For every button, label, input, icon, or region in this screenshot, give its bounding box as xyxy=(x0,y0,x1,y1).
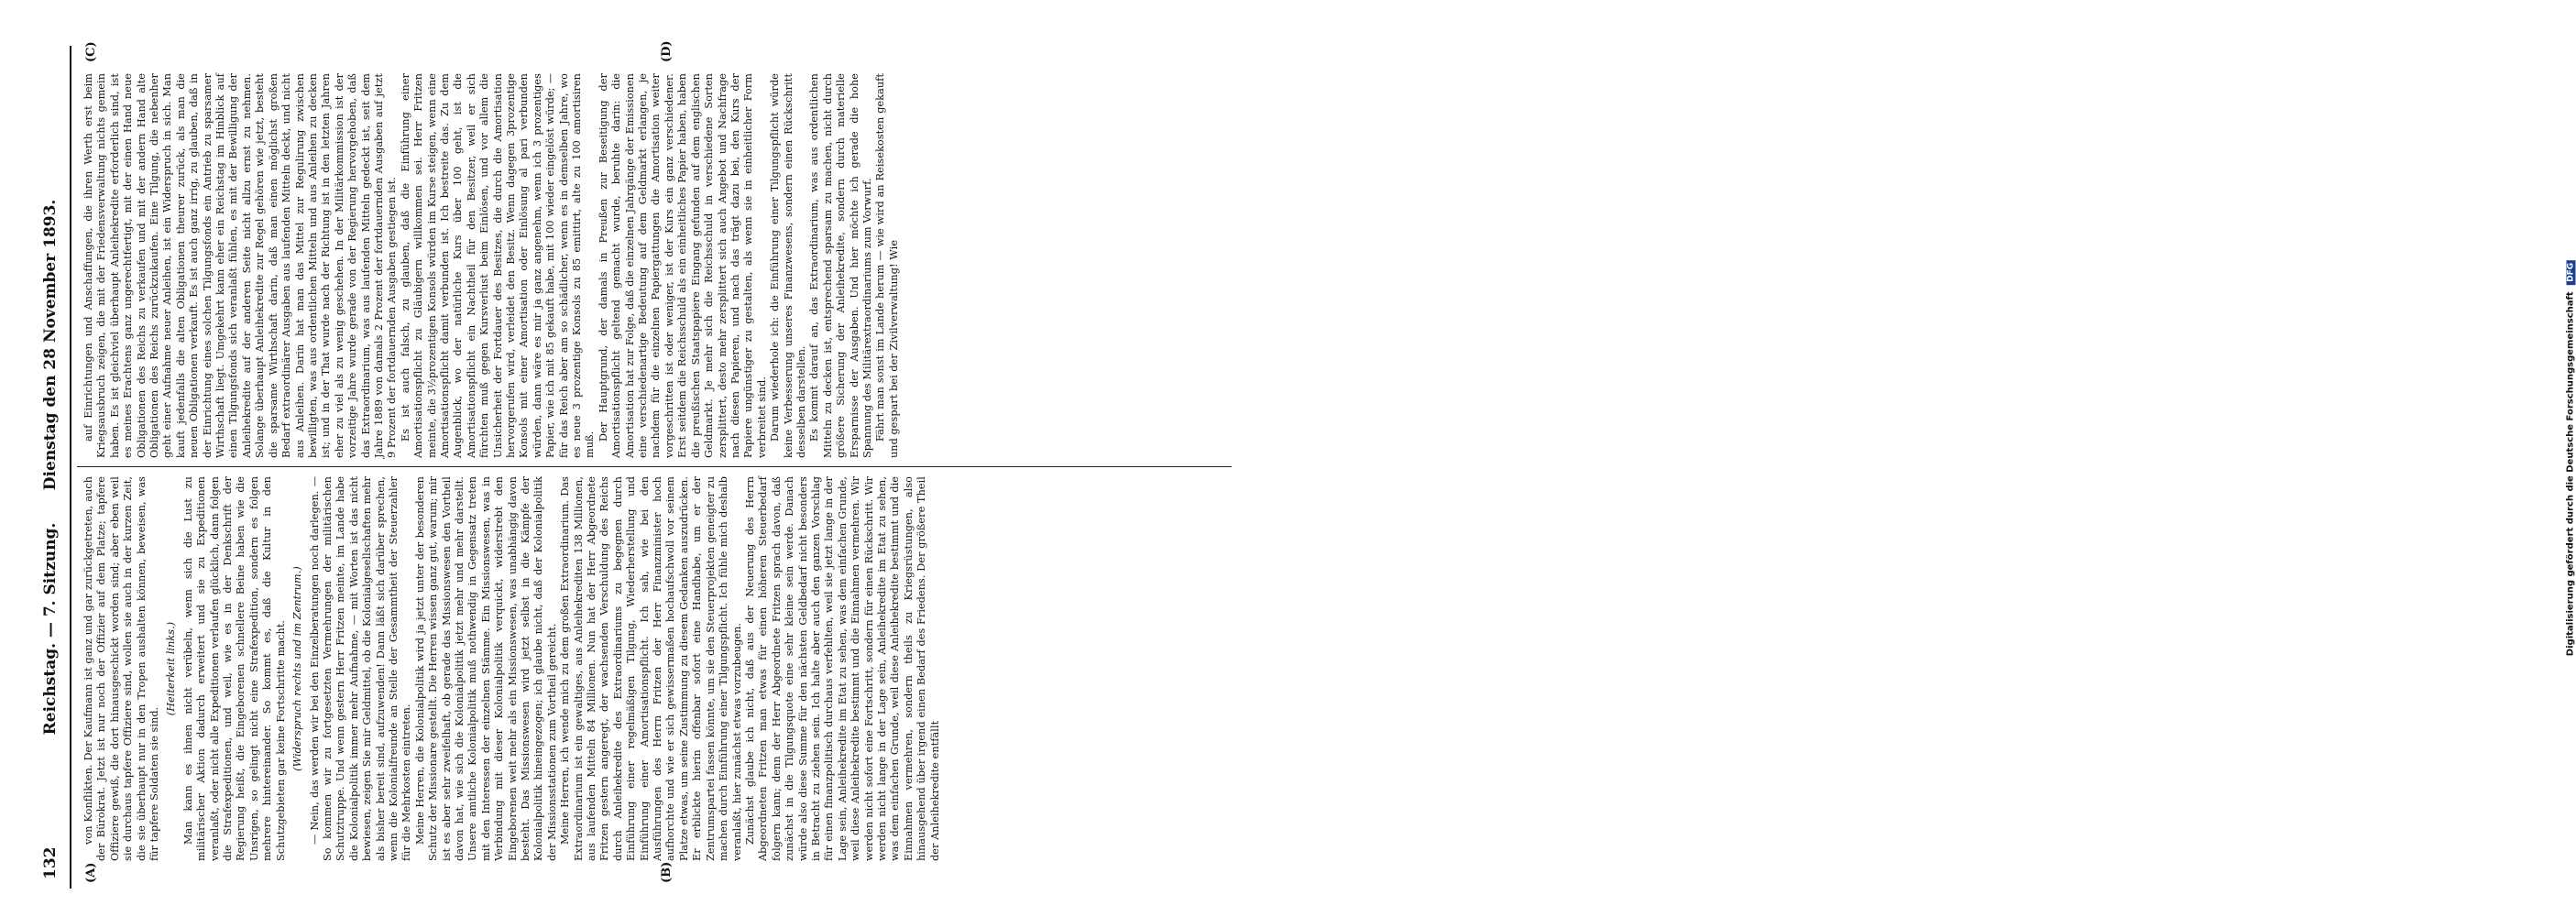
marker-a: (A) xyxy=(84,862,98,883)
paragraph: Meine Herren, ich wende mich zu dem großen Extraordinarium. Das Extraordinarium ist ein gewaltiges, aus Anleihekrediten 138 Millionen, aus laufenden Mitteln 84 Millionen. Nun hat der Herr Abgeordnete Fritzen gestern angeregt, der wachsenden Verschuldung des Reichs durch Anleihekredite des Extraordinariums zu begegnen durch Einführung einer regelmäßigen Tilgung, Wiederherstellung und Einführung einer Amortisationspflicht. Ich sah, wie bei den Ausführungen des Herrn Fritzen der Herr Finanzminister hoch aufhorchte und wie er sich gewissermaßen hochaufschwoll vor seinem Platze etwas, um seine Zustimmung zu diesem Gedanken auszudrücken. Er erblickte hierin offenbar sofort eine Handhabe, um er der Zentrumspartei fassen könnte, um sie den Steuerprojekten geneigter zu machen durch Einführung einer Tilgungspflicht. Ich fühle mich deshalb veranlaßt, hier zunächst etwas vorzubeugen. xyxy=(559,476,743,861)
paragraph: Darum wiederhole ich: die Einführung einer Tilgungspflicht würde keine Verbesserung unseres Finanzwesens, sondern einen Rückschritt desselben darstellen. xyxy=(769,73,807,458)
paragraph: von Konflikten. Der Kaufmann ist ganz und gar zurückgetreten, auch der Bürokrat. Jetzt ist nur noch der Offizier auf dem Platze; tapfere Offiziere gewiß, die dort hinausgeschickt worden sind; aber eben weil sie durchaus tapfere Offiziere sind, wollen sie auch in der kurzen Zeit, die sie überhaupt nur in den Tropen aushalten können, beweisen, was für tapfere Soldaten sie sind. xyxy=(82,476,161,861)
credit-sidebar xyxy=(1269,0,2576,916)
paragraph: Meine Herren, die Kolonialpolitik wird ja jetzt unter der besonderen Schutz der Missionare gestellt. Die Herren wissen ganz gut, warum; mir ist es aber sehr zweifelhaft, ob gerade das Missionswesen den Vortheil davon hat, wie sich die Kolonialpolitik jetzt mehr und mehr darstellt. Unsere amtliche Kolonialpolitik muß nothwendig in Gegensatz treten mit den Interessen der einzelnen Stämme. Ein Missionswesen, was in Verbindung mit dieser Kolonialpolitik verquickt, widerstrebt den Eingeborenen weit mehr als ein Missionswesen, was unabhängig davon besteht. Das Missionswesen wird jetzt selbst in die Kämpfe der Kolonialpolitik hineingezogen; ich glaube nicht, daß der Kolonialpolitik der Missionsstationen zum Vortheil gereicht. xyxy=(413,476,558,861)
dfg-logo: DFG xyxy=(2567,260,2576,285)
header-rule xyxy=(70,46,71,889)
right-column xyxy=(82,73,1219,458)
page-header xyxy=(41,46,69,889)
paragraph: Es ist auch falsch, zu glauben, daß die Einführung einer Amortisationspflicht zu Gläubigern willkommen sei. Herr Fritzen meinte, die 3½prozentigen Konsols würden im Kurse steigen, wenn eine Amortisationspflicht damit verbunden ist. Ich bestreite das. Zu dem Augenblick, wo der natürliche Kurs über 100 geht, ist die Amortisationspflicht ein Nachtheil für den Besitzer, weil er sich fürchten muß gegen Kursverlust beim Einlösen, und vor allem die Unsicherheit der Fortdauer des Besitzes, die durch die Amortisation hervorgerufen wird, verleidet den Besitz. Wenn dagegen 3prozentige Konsols mit einer Amortisation oder Einlösung al pari verbunden würden, dann wäre es mir ja ganz angenehm, wenn ich 3 prozentiges Papier, wie ich mit 85 gekauft habe, mit 100 wieder eingelöst würde; — für das Reich aber am so schädlicher, wenn es in demselben Jahre, wo es neue 3 prozentige Konsols zu 85 emittirt, alte zu 100 amortisiren muß. xyxy=(399,73,597,458)
digitization-credit xyxy=(2566,260,2576,656)
paragraph: Zunächst glaube ich nicht, daß aus der Neuerung des Herrn Abgeordneten Fritzen man etwas für einen höheren Steuerbedarf folgern kann; denn der Herr Abgeordnete Fritzen sprach davon, daß zunächst in die Tilgungsquote eine sehr kleine sein werde. Danach würde also diese Summe für den nächsten Geldbedarf nicht besonders in Betracht zu ziehen sein. Ich halte aber auch den ganzen Vorschlag für einen finanzpolitisch durchaus verfehlten, weil sie jetzt lange in der Lage sein, Anleihekredite im Etat zu sehen, was dem einfachen Grunde, weil diese Anleihekredite bestimmt und die Einnahmen vermehren. Wir werden nicht sofort eine Fortschritt, sondern für einen Rückschritt. Wir werden nicht lange in der Lage sein, Anleihekredite im Etat zu sehen, was dem einfachen Grunde, weil diese Anleihekredite bestimmt und die Einnahmen vermehren, sondern theils zu Kriegsrüstungen, also hinausgehend über irgend einen Bedarf des Friedens. Der größere Theil der Anleihekredite entfällt xyxy=(743,476,941,861)
header-title: Reichstag. — 7. Sitzung. xyxy=(41,522,60,736)
page-number: 132 xyxy=(41,846,60,879)
credit-text: Digitalisierung gefördert durch die Deutsche Forschungsgemeinschaft xyxy=(2565,291,2576,657)
paragraph: — Nein, das werden wir bei den Einzelberatungen noch darlegen. — So kommen wir zu fortgesetzten Vermehrungen der militärischen Schutztruppe. Und wenn gestern Herr Fritzen meinte, im Lande habe die Kolonialpolitik immer mehr Aufnahme, — mit Worten ist das nicht bewiesen, zeigen Sie mir Geldmittel, ob die Kolonialgesellschaften mehr als bisher bereit sind, aufzuwenden! Dann läßt sich darüber sprechen, wenn die Kolonialfreunde an Stelle der Gesammtheit der Steuerzahler für die Mehrkosten eintreten. xyxy=(308,476,413,861)
column-rule xyxy=(77,466,1232,467)
paragraph: Fährt man sonst im Lande herum — wie wird an Reisekosten gekauft und gespart bei der Zivilverwaltung! Wie xyxy=(874,73,900,458)
left-column xyxy=(82,476,1219,861)
stage-direction: (Widerspruch rechts und im Zentrum.) xyxy=(291,566,304,771)
paragraph: Es kommt darauf an, das Extraordinarium, was aus ordentlichen Mitteln zu decken ist, entsprechend sparsam zu machen, nicht durch größere Sicherung der Anleihekredite, sondern durch materielle Ersparnisse der Ausgaben. Und hier möchte ich gerade die hohe Spannung des Militärextraordinariums zum Vorwurf. xyxy=(808,73,873,458)
stage-direction: (Heiterkeit links.) xyxy=(165,621,178,716)
header-title-line xyxy=(41,46,60,889)
paragraph: auf Einrichtungen und Anschaffungen, die ihren Werth erst beim Kriegsausbruch zeigen, die mit der Friedensverwaltung nichts gemein haben. Es ist gleichviel überhaupt Anleihekredite erforderlich sind, ist es meines Erachtens ganz ungerechtfertigt, mit der einen Hand neue Obligationen des Reichs zu verkaufen und mit der andern Hand alte Obligationen des Reichs zurückzukaufen. Eine Tilgung, die nebenher geht einer Aufnahme neuer Anleihen, ist ein Widerspruch in sich. Man kauft jedenfalls die alten Obligationen theurer zurück, als man die neuen Obligationen verkauft. Es ist auch ganz irrig, zu glauben, daß in der Einrichtung eines solchen Tilgungsfonds ein Antrieb zu sparsamer Wirthschaft liegt. Umgekehrt kann eher ein Reichstag im Hinblick auf einen Tilgungsfonds sich veranlaßt fühlen, es mit der Bewilligung der Anleihekredite auf der anderen Seite nicht allzu ernst zu nehmen. Solange überhaupt Anleihekredite zur Regel gehören wie jetzt, besteht die sparsame Wirthschaft darin, daß man einen möglichst großen Bedarf extraordinärer Ausgaben aus laufenden Mitteln deckt, und nicht aus Anleihen. Darin hat man das Mittel zur Regulirung zwischen bewilligten, was aus ordentlichen Mitteln und aus Anleihen zu decken ist; und in der That wurde nach der Richtung ist in den letzten Jahren eher zu viel als zu wenig geschehen. In der Militärkommission ist der vorzeitige Jahre wurde gerade von der Regierung hervorgehoben, daß das Extraordinarium, was aus laufenden Mitteln gedeckt ist, seit dem Jahre 1889 von damals 2 Prozent der fortdauernden Ausgaben auf jetzt 9 Prozent der fortdauernden Ausgaben gestiegen ist. xyxy=(82,73,399,458)
header-date: Dienstag den 28 November 1893. xyxy=(41,199,60,491)
paragraph: Der Hauptgrund, der damals in Preußen zur Beseitigung der Amortisationspflicht geltend gemacht wurde, beruhte darin: die Amortisation hat zur Folge, daß die einzelnen Jahrgänge der Emissionen eine verschiedenartige Bedeutung auf dem Geldmarkt erlangen, je nachdem für die einzelnen Papiergattungen die Amortisation weiter vorgeschritten ist oder weniger, ist der Kurs ein ganz verschiedener. Erst seitdem die Reichsschuld als ein einheitliches Papier haben, haben die preußischen Staatspapiere Eingang gefunden auf dem englischen Geldmarkt. Je mehr sich die Reichsschuld in verschiedene Sorten zersplittert, desto mehr zersplittert sich auch Angebot und Nachfrage nach diesen Papieren, und nach das trägt dazu bei, den Kurs der Papiere ungünstiger zu gestalten, als wenn sie in einheitlicher Form verbreitet sind. xyxy=(597,73,768,458)
marker-b: (B) xyxy=(660,861,674,883)
marker-c: (C) xyxy=(84,41,98,62)
paragraph: Man kann es ihnen nicht verübeln, wenn sich die Lust zu militärischer Aktion dadurch erweitert und sie zu Expeditionen veranlaßt, oder nicht alle Expeditionen verlaufen glücklich, dann folgen die Strafexpeditionen, und weil, wie es in der Denkschrift der Regierung heißt, die Eingeborenen schnellere Beine haben wie die Unsrigen, so gelingt nicht eine Strafexpedition, sondern es folgen mehrere hintereinander. So kommt es, daß die Kultur in den Schutzgebieten gar keine Fortschritte macht. xyxy=(181,476,287,861)
marker-d: (D) xyxy=(660,40,674,62)
